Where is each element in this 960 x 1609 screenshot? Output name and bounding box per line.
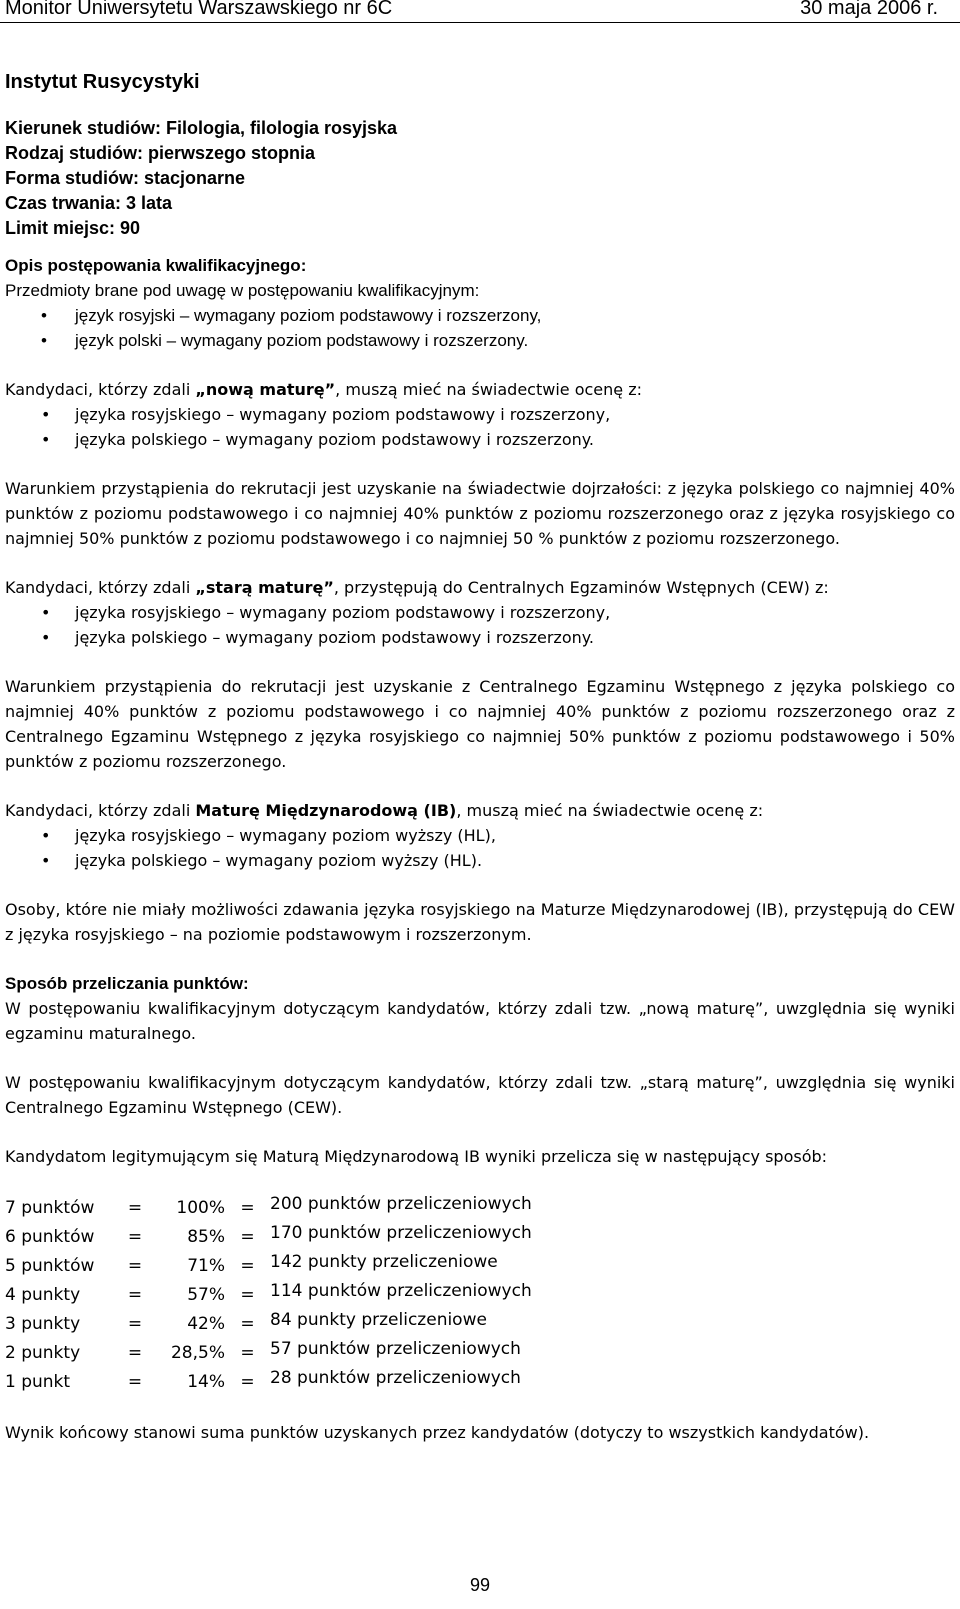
conversion-table (5, 1193, 532, 1396)
equals-sign: = (240, 1197, 255, 1218)
equals-sign: = (127, 1255, 143, 1276)
list-item (5, 402, 955, 427)
equals-sign: = (240, 1371, 255, 1392)
list-item (5, 303, 955, 328)
points-cell: 6 punktów (5, 1226, 95, 1247)
nowa-post: , muszą mieć na świadectwie ocenę z: (335, 380, 642, 399)
list-item-text: języka polskiego – wymagany poziom podstawowy i rozszerzony. (75, 430, 595, 449)
table-row (5, 1193, 532, 1222)
percent-cell: 57% (187, 1284, 225, 1305)
table-row (5, 1222, 532, 1251)
equals-sign: = (240, 1226, 255, 1247)
stara-condition: Warunkiem przystąpienia do rekrutacji jest uzyskanie z Centralnego Egzaminu Wstępnego z języka polskiego co najmniej 40% punktów z poziomu podstawowego i co najmniej 40% punktów z poziomu rozszerzonego oraz z Centralnego Egzaminu Wstępnego z języka rosyjskiego co najmniej 50% punktów z poziomu podstawowego i 50% punktów z poziomu rozszerzonego. (5, 677, 955, 771)
document-body (5, 68, 955, 1445)
stara-list (5, 600, 955, 650)
result-cell: 28 punktów przeliczeniowych (270, 1367, 521, 1388)
ib-intro (5, 798, 955, 823)
table-row (5, 1251, 532, 1280)
stara-bold: „starą maturę” (195, 578, 334, 597)
ib-note: Osoby, które nie miały możliwości zdawania języka rosyjskiego na Maturze Międzynarodowej (IB), przystępują do CEW z języka rosyjskiego – na poziomie podstawowym i rozszerzonym. (5, 900, 955, 944)
percent-cell: 85% (187, 1226, 225, 1247)
meta-forma: Forma studiów: stacjonarne (5, 168, 246, 188)
table-row (5, 1367, 532, 1396)
list-item-text: język polski – wymagany poziom podstawowy i rozszerzony. (75, 331, 529, 350)
stara-pre: Kandydaci, którzy zdali (5, 578, 196, 597)
points-cell: 3 punkty (5, 1313, 81, 1334)
percent-cell: 28,5% (170, 1342, 225, 1363)
points-cell: 4 punkty (5, 1284, 81, 1305)
list-item-text: języka polskiego – wymagany poziom wyższy (HL). (75, 851, 483, 870)
sposob-p1: W postępowaniu kwalifikacyjnym dotyczącym kandydatów, którzy zdali tzw. „nową maturę”, uwzględnia się wyniki egzaminu maturalnego. (5, 999, 955, 1043)
sposob-p3: Kandydatom legitymującym się Maturą Międzynarodową IB wyniki przelicza się w następujący sposób: (5, 1147, 828, 1166)
equals-sign: = (127, 1226, 143, 1247)
equals-sign: = (127, 1313, 143, 1334)
meta-kierunek: Kierunek studiów: Filologia, filologia rosyjska (5, 118, 398, 138)
points-cell: 1 punkt (5, 1371, 71, 1392)
list-item (5, 848, 955, 873)
nowa-list (5, 402, 955, 452)
list-item (5, 328, 955, 353)
meta-czas: Czas trwania: 3 lata (5, 193, 173, 213)
bullet-icon: • (41, 331, 47, 350)
bullet-icon: • (41, 430, 51, 449)
bullet-icon: • (41, 405, 51, 424)
nowa-pre: Kandydaci, którzy zdali (5, 380, 196, 399)
list-item-text: język rosyjski – wymagany poziom podstawowy i rozszerzony, (75, 306, 542, 325)
result-cell: 200 punktów przeliczeniowych (270, 1193, 532, 1214)
result-cell: 57 punktów przeliczeniowych (270, 1338, 521, 1359)
institute-name: Instytut Rusycystyki (5, 71, 200, 93)
equals-sign: = (127, 1197, 143, 1218)
study-meta (5, 116, 955, 241)
page-number: 99 (469, 1575, 491, 1595)
points-cell: 7 punktów (5, 1197, 95, 1218)
final-note: Wynik końcowy stanowi suma punktów uzyskanych przez kandydatów (dotyczy to wszystkich kandydatów). (5, 1423, 870, 1442)
equals-sign: = (240, 1313, 255, 1334)
equals-sign: = (240, 1255, 255, 1276)
list-item (5, 427, 955, 452)
nowa-bold: „nową maturę” (195, 380, 336, 399)
equals-sign: = (127, 1371, 143, 1392)
points-cell: 2 punkty (5, 1342, 81, 1363)
equals-sign: = (127, 1342, 143, 1363)
stara-intro (5, 575, 955, 600)
result-cell: 84 punkty przeliczeniowe (270, 1309, 487, 1330)
opis-intro: Przedmioty brane pod uwagę w postępowaniu kwalifikacyjnym: (5, 281, 480, 300)
bullet-icon: • (41, 306, 47, 325)
equals-sign: = (240, 1284, 255, 1305)
list-item-text: języka rosyjskiego – wymagany poziom podstawowy i rozszerzony, (75, 405, 611, 424)
result-cell: 170 punktów przeliczeniowych (270, 1222, 532, 1243)
table-row (5, 1338, 532, 1367)
header-date: 30 maja 2006 r. (800, 0, 938, 19)
ib-list (5, 823, 955, 873)
bullet-icon: • (41, 628, 51, 647)
percent-cell: 71% (187, 1255, 225, 1276)
ib-pre: Kandydaci, którzy zdali (5, 801, 196, 820)
table-row (5, 1309, 532, 1338)
stara-post: , przystępują do Centralnych Egzaminów Wstępnych (CEW) z: (333, 578, 829, 597)
result-cell: 114 punktów przeliczeniowych (270, 1280, 532, 1301)
percent-cell: 100% (176, 1197, 225, 1218)
ib-bold: Maturę Międzynarodową (IB) (195, 801, 457, 820)
bullet-icon: • (41, 851, 51, 870)
nowa-intro (5, 377, 955, 402)
bullet-icon: • (41, 603, 51, 622)
meta-rodzaj: Rodzaj studiów: pierwszego stopnia (5, 143, 316, 163)
list-item-text: języka polskiego – wymagany poziom podstawowy i rozszerzony. (75, 628, 595, 647)
list-item (5, 600, 955, 625)
opis-list (5, 303, 955, 353)
meta-limit: Limit miejsc: 90 (5, 218, 141, 238)
sposob-title: Sposób przeliczania punktów: (5, 974, 249, 993)
percent-cell: 42% (187, 1313, 225, 1334)
percent-cell: 14% (187, 1371, 225, 1392)
bullet-icon: • (41, 826, 51, 845)
points-cell: 5 punktów (5, 1255, 95, 1276)
nowa-condition: Warunkiem przystąpienia do rekrutacji jest uzyskanie na świadectwie dojrzałości: z języka polskiego co najmniej 40% punktów z poziomu podstawowego i co najmniej 40% punktów z poziomu rozszerzonego oraz z języka rosyjskiego co najmniej 50% punktów z poziomu podstawowego i co najmniej 50 % punktów z poziomu rozszerzonego. (5, 479, 955, 548)
equals-sign: = (127, 1284, 143, 1305)
header-publication: Monitor Uniwersytetu Warszawskiego nr 6C (5, 0, 393, 19)
list-item (5, 625, 955, 650)
ib-post: , muszą mieć na świadectwie ocenę z: (456, 801, 764, 820)
opis-title: Opis postępowania kwalifikacyjnego: (5, 256, 307, 275)
result-cell: 142 punkty przeliczeniowe (270, 1251, 498, 1272)
sposob-p2: W postępowaniu kwalifikacyjnym dotyczącym kandydatów, którzy zdali tzw. „starą maturę”, uwzględnia się wyniki Centralnego Egzaminu Wstępnego (CEW). (5, 1073, 955, 1117)
page-header (0, 0, 960, 23)
list-item-text: języka rosyjskiego – wymagany poziom podstawowy i rozszerzony, (75, 603, 611, 622)
list-item (5, 823, 955, 848)
table-row (5, 1280, 532, 1309)
list-item-text: języka rosyjskiego – wymagany poziom wyższy (HL), (75, 826, 496, 845)
equals-sign: = (240, 1342, 255, 1363)
